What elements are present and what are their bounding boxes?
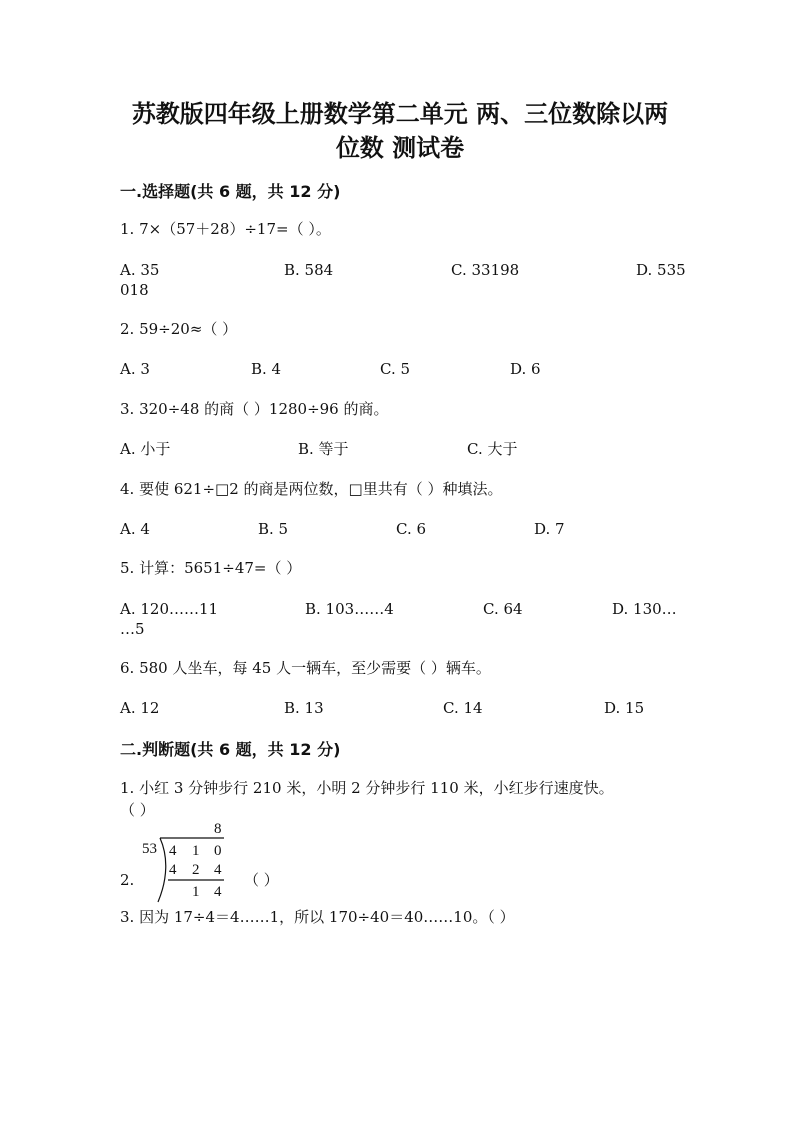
question-6-option-b: B. 13 (284, 699, 324, 717)
question-4-option-b: B. 5 (258, 520, 289, 538)
division-bracket (158, 838, 166, 902)
question-4-option-c: C. 6 (396, 520, 427, 538)
question-3-option-c: C. 大于 (467, 440, 518, 458)
judge-3-stem: 3. 因为 17÷4＝4……1，所以 170÷40＝40……10。（ ） (120, 908, 515, 926)
section-choice-heading: 一.选择题(共 6 题，共 12 分) (120, 182, 341, 201)
question-2-stem: 2. 59÷20≈（ ） (120, 320, 238, 338)
question-5-option-d: D. 130… (612, 600, 677, 618)
question-1-option-a: A. 35 (120, 261, 160, 279)
question-5-stem: 5. 计算：5651÷47=（ ） (120, 559, 302, 577)
dividend-digit: 4 (169, 843, 177, 859)
question-1-option-b: B. 584 (284, 261, 334, 279)
question-4-option-d: D. 7 (534, 520, 565, 538)
product-digit: 4 (169, 862, 177, 878)
judge-1-answer-paren: （ ） (120, 801, 155, 819)
judge-2-answer-paren: （ ） (244, 871, 279, 889)
dividend-digit: 1 (192, 843, 200, 859)
question-6-option-a: A. 12 (120, 699, 160, 717)
question-4-option-a: A. 4 (120, 520, 150, 538)
question-1-option-d-wrap: 018 (120, 281, 149, 299)
question-5-option-d-wrap: …5 (120, 620, 145, 638)
question-3-stem: 3. 320÷48 的商（ ）1280÷96 的商。 (120, 400, 389, 418)
question-6-stem: 6. 580 人坐车，每 45 人一辆车，至少需要（ ）辆车。 (120, 659, 491, 677)
product-digit: 4 (214, 862, 222, 878)
long-division-figure (138, 816, 238, 906)
product-digit: 2 (192, 862, 200, 878)
question-6-option-d: D. 15 (604, 699, 645, 717)
division-divisor: 53 (142, 841, 157, 857)
question-2-option-d: D. 6 (510, 360, 541, 378)
remainder-digit: 1 (192, 884, 200, 900)
section-judge-heading: 二.判断题(共 6 题，共 12 分) (120, 740, 341, 759)
question-1-option-d: D. 535 (636, 261, 686, 279)
division-quotient: 8 (214, 821, 222, 837)
question-2-option-a: A. 3 (120, 360, 150, 378)
question-5-option-a: A. 120……11 (120, 600, 219, 618)
remainder-digit: 4 (214, 884, 222, 900)
question-6-option-c: C. 14 (443, 699, 483, 717)
judge-1-stem: 1. 小红 3 分钟步行 210 米，小明 2 分钟步行 110 米，小红步行速度快。 (120, 779, 614, 797)
question-1-stem: 1. 7×（57＋28）÷17=（ ）。 (120, 220, 331, 238)
page-title-line1: 苏教版四年级上册数学第二单元 两、三位数除以两 (131, 99, 669, 128)
question-5-option-c: C. 64 (483, 600, 523, 618)
question-3-option-a: A. 小于 (120, 440, 171, 458)
question-2-option-b: B. 4 (251, 360, 282, 378)
question-5-option-b: B. 103……4 (305, 600, 394, 618)
page-title-line2: 位数 测试卷 (335, 133, 465, 162)
question-2-option-c: C. 5 (380, 360, 411, 378)
question-3-option-b: B. 等于 (298, 440, 349, 458)
dividend-digit: 0 (214, 843, 222, 859)
question-1-option-c: C. 33198 (451, 261, 520, 279)
judge-2-number: 2. (120, 871, 135, 889)
question-4-stem: 4. 要使 621÷□2 的商是两位数，□里共有（ ）种填法。 (120, 480, 503, 498)
